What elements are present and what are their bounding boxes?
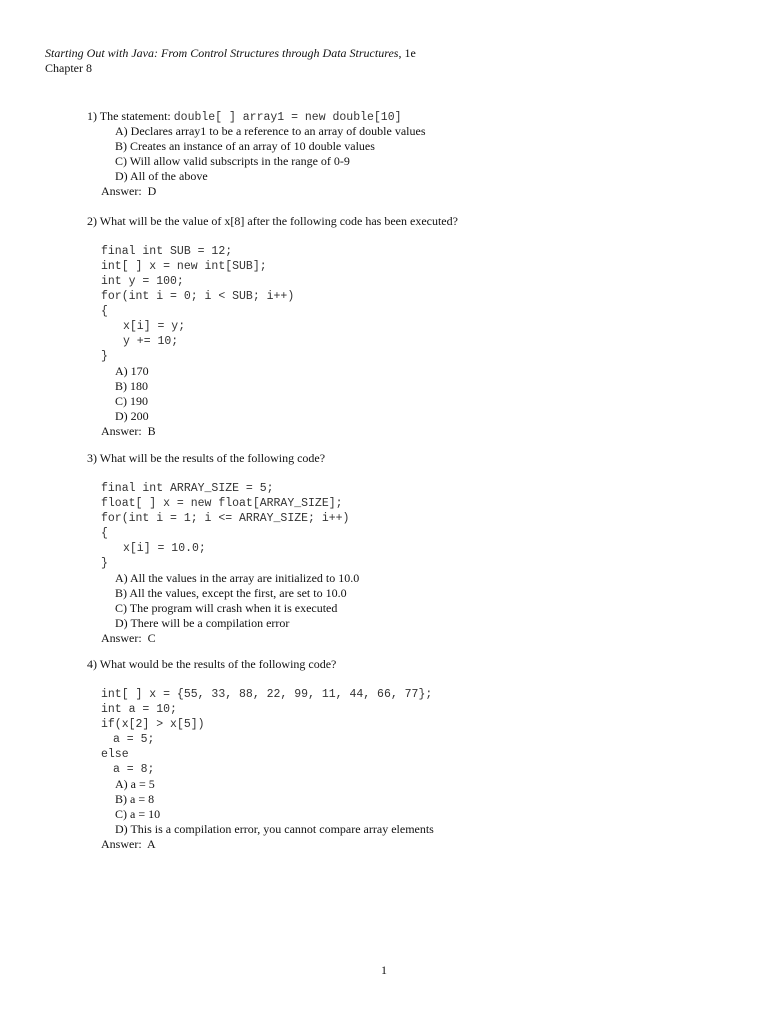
question-2-answer: Answer: B bbox=[101, 424, 156, 438]
blank-line bbox=[87, 672, 727, 687]
question-4-answer: Answer: A bbox=[101, 837, 156, 851]
question-2-prompt: 2) What will be the value of x[8] after the following code has been executed? bbox=[87, 214, 458, 228]
question-1-code: double[ ] array1 = new double[10] bbox=[173, 111, 402, 124]
question-1-answer: Answer: D bbox=[101, 184, 157, 198]
question-1-choice-a: A) Declares array1 to be a reference to an array of double values bbox=[115, 124, 426, 138]
question-1-choice-c: C) Will allow valid subscripts in the range of 0-9 bbox=[115, 154, 350, 168]
question-3-code-line: float[ ] x = new float[ARRAY_SIZE]; bbox=[101, 497, 343, 510]
question-2 bbox=[87, 214, 727, 439]
question-3-code-line: } bbox=[101, 557, 108, 570]
question-2-code-line: { bbox=[101, 305, 108, 318]
question-4-choice-c: C) a = 10 bbox=[115, 807, 161, 821]
question-1-choice-b: B) Creates an instance of an array of 10 double values bbox=[115, 139, 375, 153]
question-2-choice-b: B) 180 bbox=[115, 379, 148, 393]
question-4-choice-b: B) a = 8 bbox=[115, 792, 155, 806]
question-4-code-line: if(x[2] > x[5]) bbox=[101, 718, 205, 731]
book-title: Starting Out with Java: From Control Structures through Data Structures bbox=[45, 46, 399, 60]
blank-line bbox=[87, 466, 727, 481]
question-2-choice-d: D) 200 bbox=[115, 409, 149, 423]
edition: , 1e bbox=[398, 46, 416, 60]
question-1-choice-d: D) All of the above bbox=[115, 169, 208, 183]
question-2-code-line: int[ ] x = new int[SUB]; bbox=[101, 260, 267, 273]
question-4-code-line: int[ ] x = {55, 33, 88, 22, 99, 11, 44, 66, 77}; bbox=[101, 688, 433, 701]
question-3-choice-c: C) The program will crash when it is executed bbox=[115, 601, 338, 615]
question-2-choice-c: C) 190 bbox=[115, 394, 148, 408]
question-3-code-line: final int ARRAY_SIZE = 5; bbox=[101, 482, 274, 495]
question-3-prompt: 3) What will be the results of the following code? bbox=[87, 451, 326, 465]
chapter-label: Chapter 8 bbox=[45, 61, 92, 75]
question-4-code-line: int a = 10; bbox=[101, 703, 177, 716]
question-3-code-line: { bbox=[101, 527, 108, 540]
question-4 bbox=[87, 657, 727, 852]
question-1-stem bbox=[87, 109, 727, 124]
question-3-choice-d: D) There will be a compilation error bbox=[115, 616, 290, 630]
question-1-prompt: 1) The statement: bbox=[87, 109, 174, 123]
question-2-code-line: y += 10; bbox=[123, 335, 179, 348]
page-header bbox=[45, 46, 416, 76]
question-1 bbox=[87, 109, 727, 199]
question-4-choice-a: A) a = 5 bbox=[115, 777, 155, 791]
question-3-choice-b: B) All the values, except the first, are set to 10.0 bbox=[115, 586, 347, 600]
question-4-choice-d: D) This is a compilation error, you cannot compare array elements bbox=[115, 822, 434, 836]
question-2-code-line: x[i] = y; bbox=[123, 320, 186, 333]
question-3-code-line: for(int i = 1; i <= ARRAY_SIZE; i++) bbox=[101, 512, 350, 525]
header-title-line bbox=[45, 46, 416, 61]
question-2-choice-a: A) 170 bbox=[115, 364, 149, 378]
question-2-code-line: for(int i = 0; i < SUB; i++) bbox=[101, 290, 295, 303]
question-2-code-line: final int SUB = 12; bbox=[101, 245, 233, 258]
page-number: 1 bbox=[381, 963, 387, 977]
question-2-code-line: int y = 100; bbox=[101, 275, 184, 288]
blank-line bbox=[87, 229, 727, 244]
question-3-choice-a: A) All the values in the array are initialized to 10.0 bbox=[115, 571, 360, 585]
question-4-code-line: a = 8; bbox=[113, 763, 155, 776]
question-4-code-line: else bbox=[101, 748, 129, 761]
question-2-code-line: } bbox=[101, 350, 108, 363]
question-3-code-line: x[i] = 10.0; bbox=[123, 542, 206, 555]
question-3 bbox=[87, 451, 727, 646]
question-4-code-line: a = 5; bbox=[113, 733, 155, 746]
question-4-prompt: 4) What would be the results of the following code? bbox=[87, 657, 337, 671]
question-3-answer: Answer: C bbox=[101, 631, 156, 645]
